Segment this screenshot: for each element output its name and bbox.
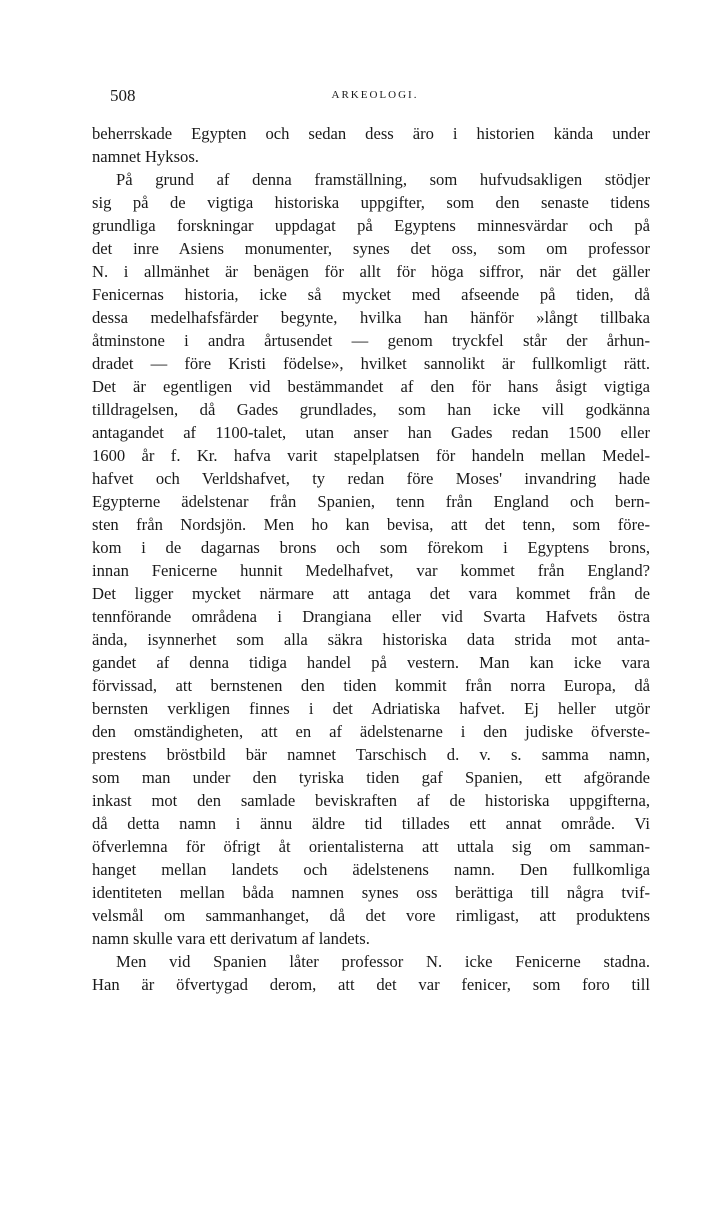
- text-line: På grund af denna framställning, som hufvudsakligen stödjer: [116, 170, 650, 189]
- text-line: öfverlemna för öfrigt åt orientalisterna att uttala sig om samman-: [92, 837, 650, 856]
- text-line: prestens bröstbild bär namnet Tarschisch d. v. s. samma namn,: [92, 745, 650, 764]
- text-line: innan Fenicerne hunnit Medelhafvet, var kommet från England?: [92, 561, 650, 580]
- text-line: åtminstone i andra årtusendet — genom tryckfel står der århun-: [92, 331, 650, 350]
- text-line: namn skulle vara ett derivatum af landets.: [92, 929, 370, 948]
- text-line: antagandet af 1100-talet, utan anser han Gades redan 1500 eller: [92, 423, 650, 442]
- text-line: Det är egentligen vid bestämmandet af den för hans åsigt vigtiga: [92, 377, 650, 396]
- text-line: velsmål om sammanhanget, då det vore rimligast, att produktens: [92, 906, 650, 925]
- text-line: dessa medelhafsfärder begynte, hvilka han hänför »långt tillbaka: [92, 308, 650, 327]
- text-line: som man under den tyriska tiden gaf Spanien, ett afgörande: [92, 768, 650, 787]
- text-line: Han är öfvertygad derom, att det var fenicer, som foro till: [92, 975, 650, 994]
- text-line: bernsten verkligen finnes i det Adriatiska hafvet. Ej heller utgör: [92, 699, 650, 718]
- text-line: då detta namn i ännu äldre tid tillades ett annat område. Vi: [92, 814, 650, 833]
- text-line: beherrskade Egypten och sedan dess äro i historien kända under: [92, 124, 650, 143]
- text-line: inkast mot den samlade beviskraften af de historiska uppgifterna,: [92, 791, 650, 810]
- text-line: grundliga forskningar uppdagat på Egyptens minnesvärdar och på: [92, 216, 650, 235]
- text-line: N. i allmänhet är benägen för allt för höga siffror, när det gäller: [92, 262, 650, 281]
- page-header: [110, 86, 640, 110]
- text-line: Egypterne ädelstenar från Spanien, tenn från England och bern-: [92, 492, 650, 511]
- page-number: 508: [110, 86, 136, 105]
- text-line: identiteten mellan båda namnen synes oss berättiga till några tvif-: [92, 883, 650, 902]
- text-line: sig på de vigtiga historiska uppgifter, som den senaste tidens: [92, 193, 650, 212]
- text-line: Men vid Spanien låter professor N. icke Fenicerne stadna.: [116, 952, 650, 971]
- text-line: ända, isynnerhet som alla säkra historiska data strida mot anta-: [92, 630, 650, 649]
- running-head: ARKEOLOGI.: [331, 89, 419, 101]
- text-line: den omständigheten, att en af ädelstenarne i den judiske öfverste-: [92, 722, 650, 741]
- text-line: namnet Hyksos.: [92, 147, 199, 166]
- text-line: Det ligger mycket närmare att antaga det vara kommet från de: [92, 584, 650, 603]
- text-line: tennförande områdena i Drangiana eller vid Svarta Hafvets östra: [92, 607, 650, 626]
- text-line: hafvet och Verldshafvet, ty redan före Moses' invandring hade: [92, 469, 650, 488]
- text-line: gandet af denna tidiga handel på vestern. Man kan icke vara: [92, 653, 650, 672]
- text-line: sten från Nordsjön. Men ho kan bevisa, att det tenn, som före-: [92, 515, 650, 534]
- body-text: [92, 122, 650, 996]
- text-line: hanget mellan landets och ädelstenens namn. Den fullkomliga: [92, 860, 650, 879]
- text-line: det inre Asiens monumenter, synes det oss, som om professor: [92, 239, 650, 258]
- text-line: Fenicernas historia, icke så mycket med afseende på tiden, då: [92, 285, 650, 304]
- text-line: dradet — före Kristi födelse», hvilket sannolikt är fullkomligt rätt.: [92, 354, 650, 373]
- text-line: förvissad, att bernstenen den tiden kommit från norra Europa, då: [92, 676, 650, 695]
- text-line: tilldragelsen, då Gades grundlades, som han icke vill godkänna: [92, 400, 650, 419]
- text-line: kom i de dagarnas brons och som förekom i Egyptens brons,: [92, 538, 650, 557]
- text-line: 1600 år f. Kr. hafva varit stapelplatsen för handeln mellan Medel-: [92, 446, 650, 465]
